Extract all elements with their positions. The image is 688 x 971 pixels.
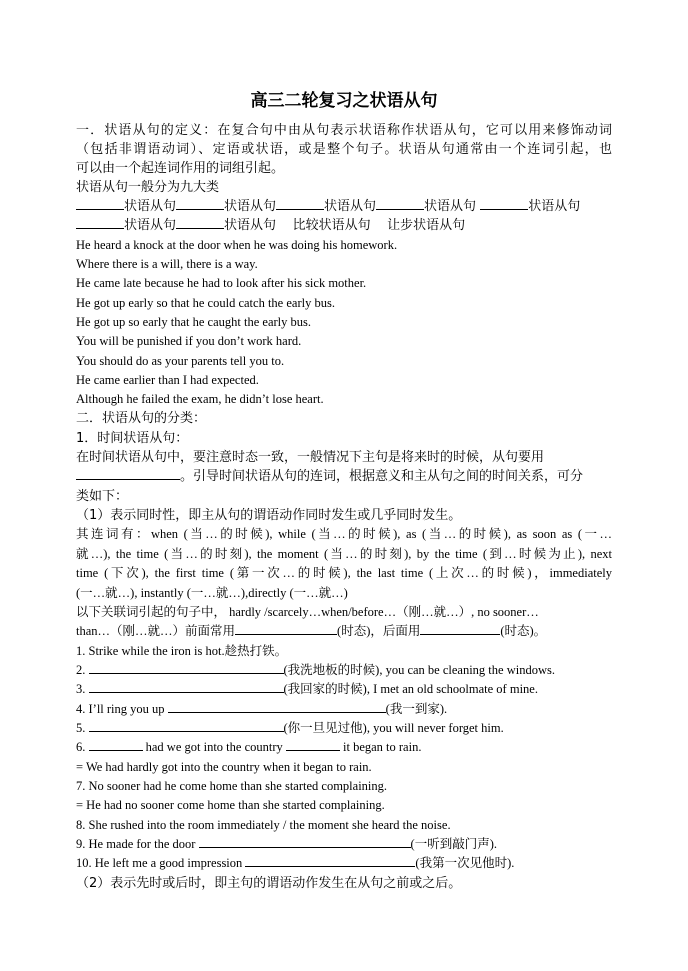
paragraph-line: 类如下： [76, 489, 129, 504]
example-sentence: He came earlier than I had expected. [76, 373, 259, 387]
answer-blank[interactable] [89, 661, 284, 674]
answer-blank[interactable] [89, 719, 284, 732]
conjunction-line: 其连词有：when (当…的时候), while (当…的时候), as (当…的时候), as soon as (一… [76, 527, 612, 541]
page-title: 高三二轮复习之状语从句 [250, 91, 438, 111]
exercise-item: = We had hardly got into the country when it began to rain. [76, 760, 372, 774]
hardly-line-2: than…（刚…就…）前面常用 (时态)，后面用 (时态)。 [76, 624, 547, 638]
exercise-item: 10. He left me a good impression (我第一次见他时). [76, 856, 515, 870]
example-sentence: Where there is a will, there is a way. [76, 257, 258, 271]
blank[interactable] [76, 216, 124, 229]
tense-blank[interactable] [76, 467, 180, 480]
point-heading: （2）表示先时或后时，即主句的谓语动作发生在从句之前或之后。 [76, 876, 462, 891]
answer-blank[interactable] [168, 700, 386, 713]
blank[interactable] [376, 197, 424, 210]
section-heading: 二．状语从句的分类： [76, 411, 207, 426]
nine-types-line: 状语从句一般分为九大类 [76, 180, 220, 195]
tense-blank[interactable] [235, 622, 337, 635]
conjunction-line: time (下次), the first time (第一次…的时候), the last time (上次…的时候)，immediately [76, 566, 612, 580]
exercise-item: 8. She rushed into the room immediately / the moment she heard the noise. [76, 818, 451, 832]
tense-blank[interactable] [420, 622, 500, 635]
example-sentence: You will be punished if you don’t work hard. [76, 334, 302, 348]
blank[interactable] [176, 197, 224, 210]
example-sentence: He got up early so that he could catch the early bus. [76, 296, 335, 310]
answer-blank[interactable] [89, 680, 284, 693]
example-sentence: Although he failed the exam, he didn’t lose heart. [76, 392, 324, 406]
example-sentence: He came late because he had to look after his sick mother. [76, 276, 367, 290]
exercise-item: 9. He made for the door (一听到敲门声). [76, 837, 497, 851]
hardly-line: 以下关联词引起的句子中， hardly /scarcely…when/before…（刚…就…）, no sooner… [76, 605, 539, 619]
blank[interactable] [76, 197, 124, 210]
point-heading: （1）表示同时性，即主从句的谓语动作同时发生或几乎同时发生。 [76, 508, 462, 523]
blank[interactable] [276, 197, 324, 210]
example-sentence: You should do as your parents tell you to. [76, 354, 285, 368]
exercise-item: 1. Strike while the iron is hot.趁热打铁。 [76, 644, 288, 658]
answer-blank[interactable] [245, 854, 415, 867]
definition-line-1: 一．状语从句的定义：在复合句中由从句表示状语称作状语从句，它可以用来修饰动词 [76, 123, 612, 138]
definition-line-2: （包括非谓语动词）、定语或状语，或是整个句子。状语从句通常由一个连词引起，也 [76, 142, 612, 157]
conjunction-line: 就…), the time (当…的时刻), the moment (当…的时刻), by the time (到…时候为止), next [76, 547, 612, 561]
exercise-item: = He had no sooner come home than she started complaining. [76, 798, 385, 812]
exercise-item: 6. had we got into the country it began to rain. [76, 740, 422, 754]
categories-row-1: 状语从句 状语从句 状语从句 状语从句 状语从句 [76, 197, 580, 216]
answer-blank[interactable] [199, 835, 411, 848]
conjunction-line: (一…就…), instantly (一…就…),directly (一…就…) [76, 586, 348, 600]
blank[interactable] [480, 197, 528, 210]
example-sentence: He got up so early that he caught the early bus. [76, 315, 311, 329]
answer-blank[interactable] [89, 738, 143, 751]
categories-row-2: 状语从句 状语从句 比较状语从句 让步状语从句 [76, 216, 465, 235]
blank[interactable] [176, 216, 224, 229]
paragraph-line: 在时间状语从句中，要注意时态一致，一般情况下主句是将来时的时候，从句要用 [76, 450, 545, 465]
exercise-item: 4. I’ll ring you up (我一到家). [76, 702, 448, 716]
exercise-item: 3. (我回家的时候), I met an old schoolmate of mine. [76, 682, 538, 696]
answer-blank[interactable] [286, 738, 340, 751]
subsection-heading: 1．时间状语从句： [76, 431, 189, 446]
exercise-item: 5. (你一旦见过他), you will never forget him. [76, 721, 504, 735]
exercise-item: 7. No sooner had he come home than she started complaining. [76, 779, 388, 793]
paragraph-line: 。引导时间状语从句的连词，根据意义和主从句之间的时间关系，可分 [76, 467, 583, 486]
example-sentence: He heard a knock at the door when he was doing his homework. [76, 238, 398, 252]
definition-line-3: 可以由一个起连词作用的词组引起。 [76, 161, 285, 176]
exercise-item: 2. (我洗地板的时候), you can be cleaning the windows. [76, 663, 555, 677]
